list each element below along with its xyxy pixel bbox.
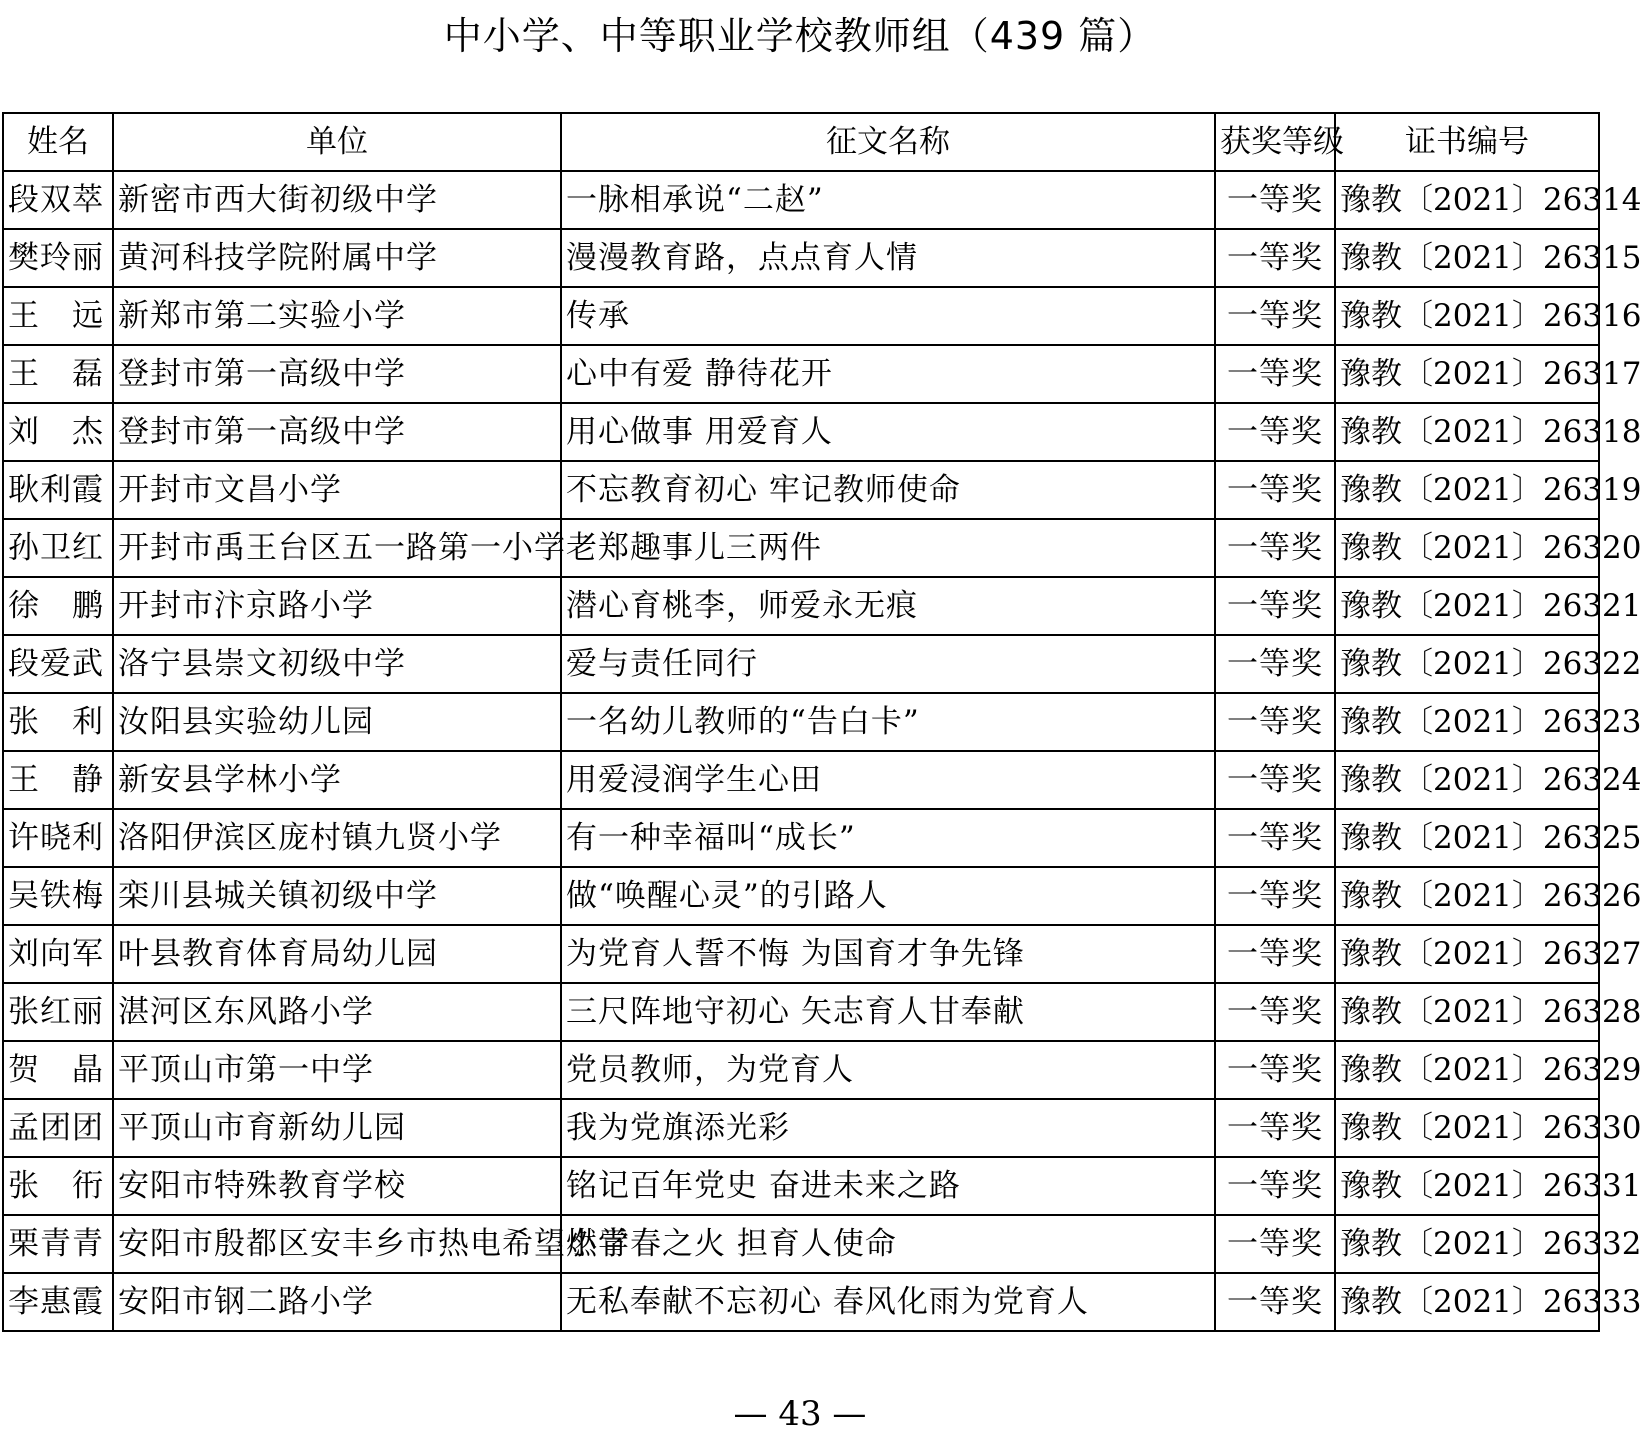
cell-unit: 安阳市殷都区安丰乡市热电希望小学 xyxy=(113,1215,561,1273)
cell-name: 刘向军 xyxy=(3,925,113,983)
cell-cert: 豫教〔2021〕26314 xyxy=(1335,171,1599,229)
cell-name: 贺 晶 xyxy=(3,1041,113,1099)
header-level: 获奖等级 xyxy=(1215,113,1335,171)
cell-cert: 豫教〔2021〕26326 xyxy=(1335,867,1599,925)
table-row xyxy=(3,751,1599,809)
cell-cert: 豫教〔2021〕26322 xyxy=(1335,635,1599,693)
table-row xyxy=(3,983,1599,1041)
cell-unit: 叶县教育体育局幼儿园 xyxy=(113,925,561,983)
cell-name: 张 衎 xyxy=(3,1157,113,1215)
cell-unit: 汝阳县实验幼儿园 xyxy=(113,693,561,751)
cell-title: 用心做事 用爱育人 xyxy=(561,403,1215,461)
cell-unit: 安阳市特殊教育学校 xyxy=(113,1157,561,1215)
cell-cert: 豫教〔2021〕26318 xyxy=(1335,403,1599,461)
table-row xyxy=(3,345,1599,403)
table-row xyxy=(3,809,1599,867)
cell-unit: 平顶山市第一中学 xyxy=(113,1041,561,1099)
cell-level: 一等奖 xyxy=(1215,519,1335,577)
cell-unit: 平顶山市育新幼儿园 xyxy=(113,1099,561,1157)
cell-level: 一等奖 xyxy=(1215,287,1335,345)
cell-cert: 豫教〔2021〕26316 xyxy=(1335,287,1599,345)
table-row xyxy=(3,1157,1599,1215)
cell-level: 一等奖 xyxy=(1215,229,1335,287)
cell-level: 一等奖 xyxy=(1215,925,1335,983)
cell-name: 许晓利 xyxy=(3,809,113,867)
cell-title: 无私奉献不忘初心 春风化雨为党育人 xyxy=(561,1273,1215,1331)
cell-level: 一等奖 xyxy=(1215,171,1335,229)
cell-title: 做“唤醒心灵”的引路人 xyxy=(561,867,1215,925)
cell-cert: 豫教〔2021〕26319 xyxy=(1335,461,1599,519)
cell-name: 樊玲丽 xyxy=(3,229,113,287)
cell-title: 三尺阵地守初心 矢志育人甘奉献 xyxy=(561,983,1215,1041)
cell-name: 耿利霞 xyxy=(3,461,113,519)
cell-name: 王 静 xyxy=(3,751,113,809)
table-row xyxy=(3,461,1599,519)
header-title: 征文名称 xyxy=(561,113,1215,171)
cell-title: 传承 xyxy=(561,287,1215,345)
cell-level: 一等奖 xyxy=(1215,983,1335,1041)
cell-unit: 登封市第一高级中学 xyxy=(113,403,561,461)
cell-cert: 豫教〔2021〕26320 xyxy=(1335,519,1599,577)
cell-unit: 登封市第一高级中学 xyxy=(113,345,561,403)
cell-unit: 洛阳伊滨区庞村镇九贤小学 xyxy=(113,809,561,867)
header-cert: 证书编号 xyxy=(1335,113,1599,171)
cell-cert: 豫教〔2021〕26331 xyxy=(1335,1157,1599,1215)
table-row xyxy=(3,693,1599,751)
award-table xyxy=(2,112,1642,1332)
cell-name: 刘 杰 xyxy=(3,403,113,461)
table-row xyxy=(3,867,1599,925)
cell-unit: 开封市文昌小学 xyxy=(113,461,561,519)
cell-title: 一名幼儿教师的“告白卡” xyxy=(561,693,1215,751)
cell-cert: 豫教〔2021〕26324 xyxy=(1335,751,1599,809)
table-row xyxy=(3,1215,1599,1273)
cell-title: 一脉相承说“二赵” xyxy=(561,171,1215,229)
cell-unit: 洛宁县崇文初级中学 xyxy=(113,635,561,693)
cell-title: 有一种幸福叫“成长” xyxy=(561,809,1215,867)
cell-cert: 豫教〔2021〕26317 xyxy=(1335,345,1599,403)
cell-title: 老郑趣事儿三两件 xyxy=(561,519,1215,577)
cell-name: 孟团团 xyxy=(3,1099,113,1157)
cell-unit: 开封市汴京路小学 xyxy=(113,577,561,635)
cell-name: 栗青青 xyxy=(3,1215,113,1273)
cell-cert: 豫教〔2021〕26325 xyxy=(1335,809,1599,867)
cell-cert: 豫教〔2021〕26321 xyxy=(1335,577,1599,635)
cell-title: 用爱浸润学生心田 xyxy=(561,751,1215,809)
cell-title: 铭记百年党史 奋进未来之路 xyxy=(561,1157,1215,1215)
cell-title: 党员教师，为党育人 xyxy=(561,1041,1215,1099)
cell-level: 一等奖 xyxy=(1215,1157,1335,1215)
cell-title: 燃青春之火 担育人使命 xyxy=(561,1215,1215,1273)
cell-cert: 豫教〔2021〕26315 xyxy=(1335,229,1599,287)
cell-title: 潜心育桃李，师爱永无痕 xyxy=(561,577,1215,635)
table-header-row xyxy=(3,113,1599,171)
cell-title: 心中有爱 静待花开 xyxy=(561,345,1215,403)
table-row xyxy=(3,925,1599,983)
cell-level: 一等奖 xyxy=(1215,345,1335,403)
page-title: 中小学、中等职业学校教师组（439 篇） xyxy=(443,14,1157,58)
cell-cert: 豫教〔2021〕26329 xyxy=(1335,1041,1599,1099)
cell-cert: 豫教〔2021〕26330 xyxy=(1335,1099,1599,1157)
cell-name: 吴铁梅 xyxy=(3,867,113,925)
table-row xyxy=(3,635,1599,693)
cell-name: 张 利 xyxy=(3,693,113,751)
cell-cert: 豫教〔2021〕26332 xyxy=(1335,1215,1599,1273)
cell-name: 徐 鹏 xyxy=(3,577,113,635)
cell-level: 一等奖 xyxy=(1215,1099,1335,1157)
cell-title: 漫漫教育路，点点育人情 xyxy=(561,229,1215,287)
cell-name: 李惠霞 xyxy=(3,1273,113,1331)
cell-cert: 豫教〔2021〕26328 xyxy=(1335,983,1599,1041)
cell-unit: 新郑市第二实验小学 xyxy=(113,287,561,345)
cell-cert: 豫教〔2021〕26323 xyxy=(1335,693,1599,751)
cell-name: 王 远 xyxy=(3,287,113,345)
cell-level: 一等奖 xyxy=(1215,1215,1335,1273)
page-number: — 43 — xyxy=(733,1394,867,1434)
table-row xyxy=(3,287,1599,345)
cell-unit: 黄河科技学院附属中学 xyxy=(113,229,561,287)
cell-cert: 豫教〔2021〕26333 xyxy=(1335,1273,1599,1331)
cell-unit: 湛河区东风路小学 xyxy=(113,983,561,1041)
cell-unit: 安阳市钢二路小学 xyxy=(113,1273,561,1331)
cell-level: 一等奖 xyxy=(1215,1041,1335,1099)
table-row xyxy=(3,1273,1599,1331)
cell-name: 王 磊 xyxy=(3,345,113,403)
table-body xyxy=(3,171,1642,1331)
cell-level: 一等奖 xyxy=(1215,635,1335,693)
table-row xyxy=(3,1099,1599,1157)
header-name: 姓名 xyxy=(3,113,113,171)
cell-title: 爱与责任同行 xyxy=(561,635,1215,693)
table-row xyxy=(3,519,1599,577)
header-unit: 单位 xyxy=(113,113,561,171)
cell-name: 段双萃 xyxy=(3,171,113,229)
cell-cert: 豫教〔2021〕26327 xyxy=(1335,925,1599,983)
cell-level: 一等奖 xyxy=(1215,403,1335,461)
cell-unit: 新安县学林小学 xyxy=(113,751,561,809)
table-row xyxy=(3,229,1599,287)
cell-level: 一等奖 xyxy=(1215,751,1335,809)
cell-title: 我为党旗添光彩 xyxy=(561,1099,1215,1157)
table-row xyxy=(3,403,1599,461)
cell-name: 孙卫红 xyxy=(3,519,113,577)
cell-name: 段爱武 xyxy=(3,635,113,693)
cell-title: 不忘教育初心 牢记教师使命 xyxy=(561,461,1215,519)
cell-level: 一等奖 xyxy=(1215,1273,1335,1331)
cell-unit: 新密市西大街初级中学 xyxy=(113,171,561,229)
cell-level: 一等奖 xyxy=(1215,461,1335,519)
cell-unit: 开封市禹王台区五一路第一小学 xyxy=(113,519,561,577)
cell-level: 一等奖 xyxy=(1215,809,1335,867)
cell-level: 一等奖 xyxy=(1215,693,1335,751)
table-row xyxy=(3,577,1599,635)
cell-unit: 栾川县城关镇初级中学 xyxy=(113,867,561,925)
table-row xyxy=(3,171,1599,229)
cell-name: 张红丽 xyxy=(3,983,113,1041)
cell-title: 为党育人誓不悔 为国育才争先锋 xyxy=(561,925,1215,983)
cell-level: 一等奖 xyxy=(1215,867,1335,925)
cell-level: 一等奖 xyxy=(1215,577,1335,635)
table-row xyxy=(3,1041,1599,1099)
